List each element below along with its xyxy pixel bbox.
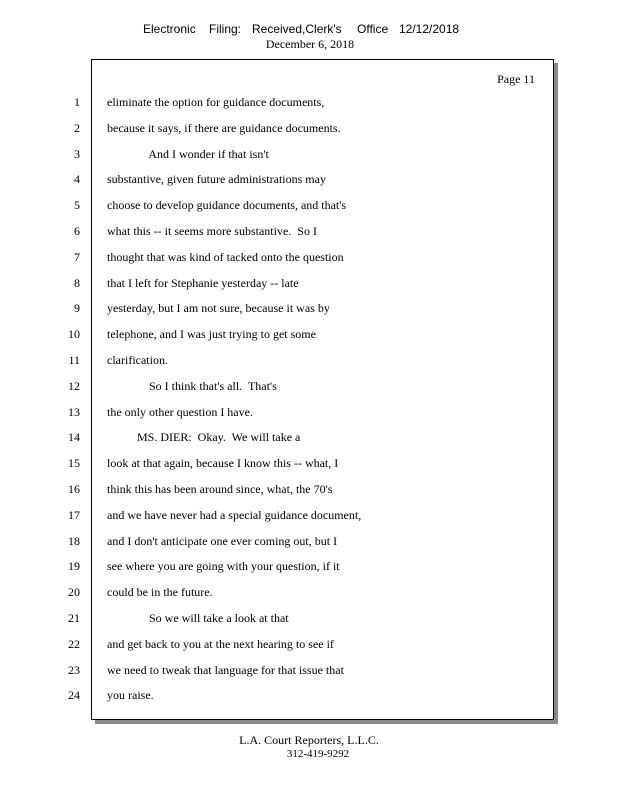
line-number: 5 [74,198,80,212]
transcript-line: we need to tweak that language for that issue that [107,663,344,677]
line-number: 16 [68,482,80,496]
transcript-line: So we will take a look at that [107,611,289,625]
transcript-line: clarification. [107,353,168,367]
line-number: 18 [68,534,80,548]
transcript-line: MS. DIER: Okay. We will take a [107,430,301,444]
transcript-line: the only other question I have. [107,405,253,419]
line-number: 8 [74,276,80,290]
line-number: 13 [68,405,80,419]
transcript-line: yesterday, but I am not sure, because it was by [107,301,330,315]
page-number: Page 11 [497,72,535,86]
line-number: 7 [74,250,80,264]
transcript-line: telephone, and I was just trying to get some [107,327,316,341]
line-number: 3 [74,147,80,161]
hearing-date: December 6, 2018 [265,37,355,51]
transcript-line: and get back to you at the next hearing to see if [107,637,334,651]
line-number: 11 [68,353,80,367]
transcript-line: because it says, if there are guidance documents. [107,121,341,135]
filing-stamp-word: Office [357,22,389,36]
electronic-filing-stamp [0,21,618,37]
line-number: 15 [68,456,80,470]
line-number: 23 [68,663,80,677]
transcript-line: choose to develop guidance documents, and that's [107,198,347,212]
transcript-line: look at that again, because I know this -- what, I [107,456,339,470]
line-number: 21 [68,611,80,625]
transcript-line: see where you are going with your question, if it [107,559,340,573]
line-number: 6 [74,224,80,238]
transcript-line: that I left for Stephanie yesterday -- late [107,276,299,290]
line-number: 12 [68,379,80,393]
filing-stamp-word: Filing: [209,22,242,36]
line-number: 2 [74,121,80,135]
transcript-line: thought that was kind of tacked onto the question [107,250,344,264]
line-number: 10 [68,327,80,341]
line-number: 20 [68,585,80,599]
transcript-line: So I think that's all. That's [107,379,277,393]
line-number: 14 [68,430,80,444]
filing-stamp-word: Electronic [143,22,196,36]
line-number: 9 [74,301,80,315]
transcript-line: and we have never had a special guidance document, [107,508,362,522]
line-number: 1 [74,95,80,109]
court-reporter-phone: 312-419-9292 [286,748,350,760]
transcript-line: and I don't anticipate one ever coming out, but I [107,534,338,548]
transcript-line: And I wonder if that isn't [107,147,269,161]
filing-stamp-word: Received,Clerk's [252,22,342,36]
transcript-line: could be in the future. [107,585,213,599]
line-number: 19 [68,559,80,573]
transcript-line: think this has been around since, what, the 70's [107,482,333,496]
line-number: 4 [74,172,80,186]
court-reporter-name: L.A. Court Reporters, L.L.C. [239,733,379,747]
transcript-line: eliminate the option for guidance documents, [107,95,325,109]
transcript-line: substantive, given future administrations may [107,172,326,186]
transcript-line: what this -- it seems more substantive. So I [107,224,317,238]
line-number: 22 [68,637,80,651]
filing-stamp-date: 12/12/2018 [399,22,460,36]
line-number: 24 [68,688,80,702]
transcript-line: you raise. [107,688,154,702]
line-number: 17 [68,508,80,522]
